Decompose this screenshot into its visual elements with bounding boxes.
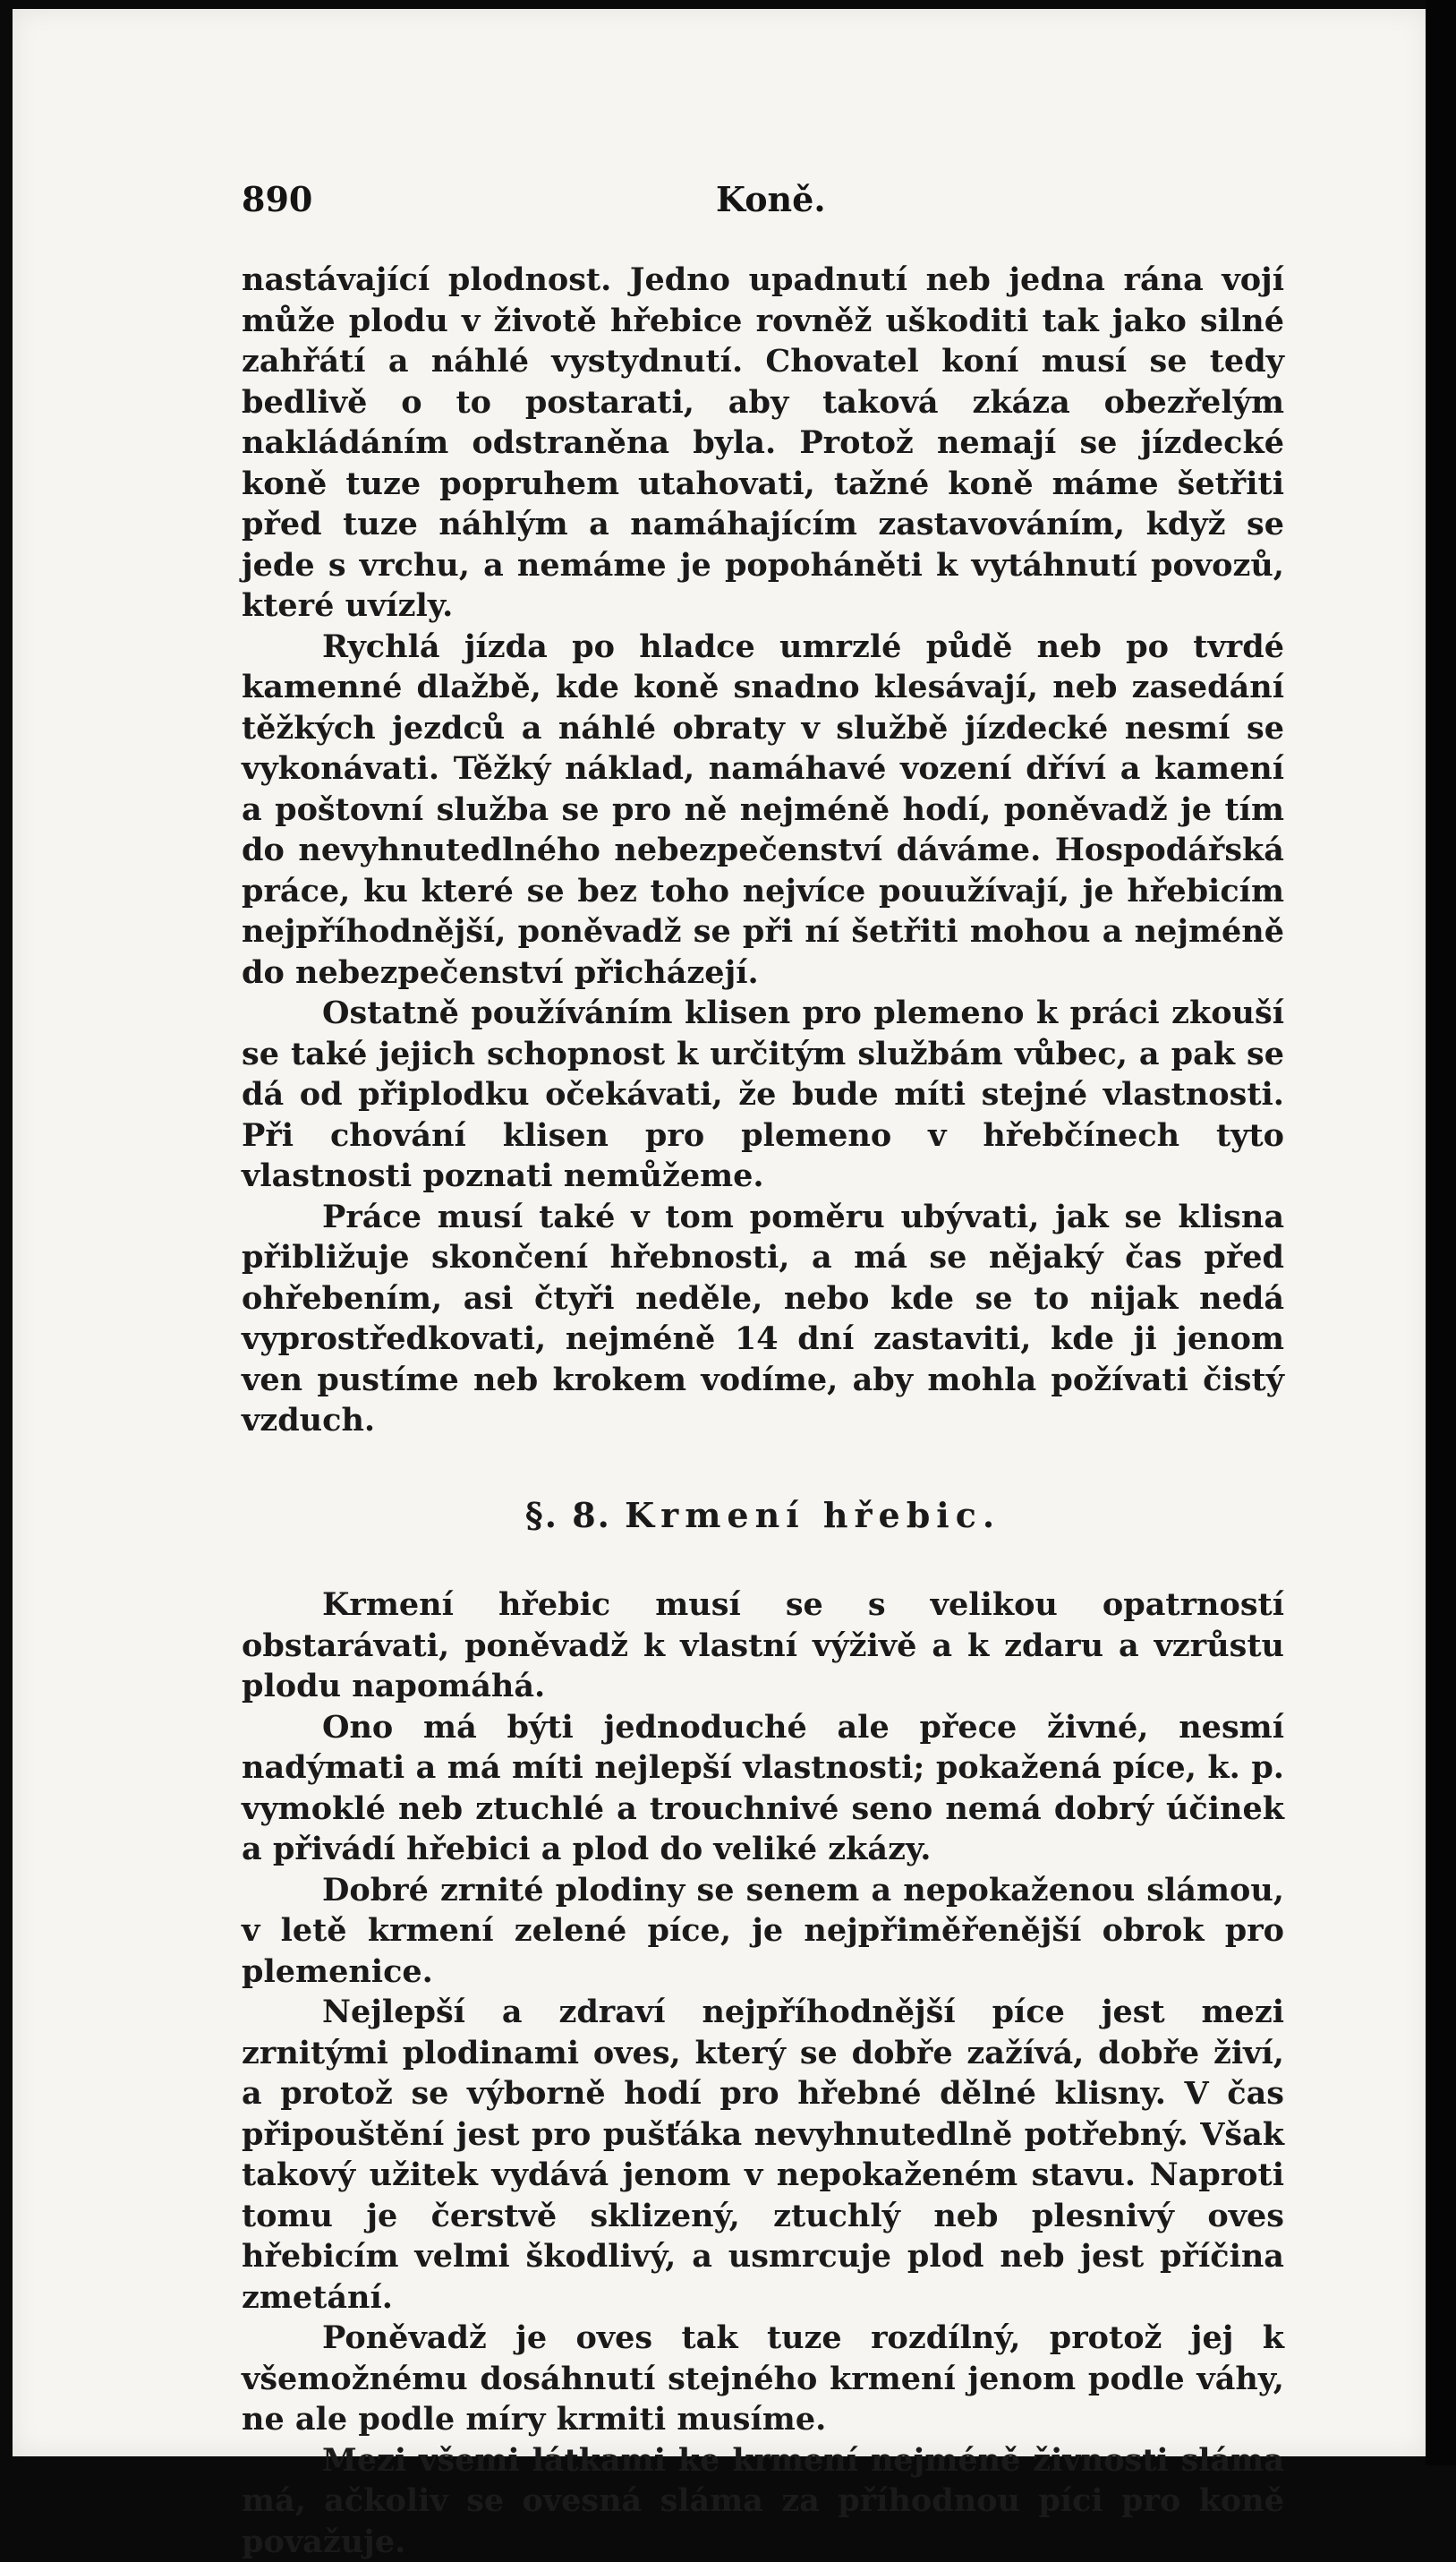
paragraph: Dobré zrnité plodiny se senem a nepokaženou slámou, v letě krmení zelené píce, je nejpřiměřenější obrok pro plemenice. [242, 1870, 1284, 1993]
paragraph: Práce musí také v tom poměru ubývati, jak se klisna přibližuje skončení hřebnosti, a má se nějaký čas před ohřebením, asi čtyři neděle, nebo kde se to nijak nedá vyprostředkovati, nejméně 14 dní zastaviti, kde ji jenom ven pustíme neb krokem vodíme, aby mohla požívati čistý vzduch. [242, 1197, 1284, 1441]
section-number: §. 8. [525, 1495, 611, 1535]
running-title: Koně. [716, 179, 826, 219]
paragraph: nastávající plodnost. Jedno upadnutí neb jedna rána vojí může plodu v životě hřebice rovněž uškoditi tak jako silné zahřátí a náhlé vystydnutí. Chovatel koní musí se tedy bedlivě o to postarati, aby taková zkáza obezřelým nakládáním odstraněna byla. Protož nemají se jízdecké koně tuze popruhem utahovati, tažné koně máme šetřiti před tuze náhlým a namáhajícím zastavováním, když se jede s vrchu, a nemáme je popoháněti k vytáhnutí povozů, které uvízly. [242, 260, 1284, 627]
paragraph: Ostatně používáním klisen pro plemeno k práci zkouší se také jejich schopnost k určitým službám vůbec, a pak se dá od připlodku očekávati, že bude míti stejné vlastnosti. Při chování klisen pro plemeno v hřebčínech tyto vlastnosti poznati nemůžeme. [242, 993, 1284, 1197]
body-text [242, 260, 1284, 2562]
paragraph: Krmení hřebic musí se s velikou opatrností obstarávati, poněvadž k vlastní výživě a k zdaru a vzrůstu plodu napomáhá. [242, 1584, 1284, 1707]
scan-edge [1426, 0, 1456, 2465]
section-title: Krmení hřebic. [625, 1495, 1000, 1535]
paragraph: Rychlá jízda po hladce umrzlé půdě neb po tvrdé kamenné dlažbě, kde koně snadno klesávají, neb zasedání těžkých jezdců a náhlé obraty v službě jízdecké nesmí se vykonávati. Těžký náklad, namáhavé vození dříví a kamení a poštovní služba se pro ně nejméně hodí, poněvadž je tím do nevyhnutedlného nebezpečenství dáváme. Hospodářská práce, ku které se bez toho nejvíce pouužívají, je hřebicím nejpříhodnější, poněvadž se při ní šetřiti mohou a nejméně do nebezpečenství přicházejí. [242, 627, 1284, 994]
paragraph: Mezi všemi látkami ke krmení nejméně živnosti sláma má, ačkoliv se ovesná sláma za příhodnou píci pro koně považuje. [242, 2440, 1284, 2562]
paragraph: Nejlepší a zdraví nejpříhodnější píce jest mezi zrnitými plodinami oves, který se dobře zažívá, dobře živí, a protož se výborně hodí pro hřebné dělné klisny. V čas připouštění jest pro pušťáka nevyhnutedlně potřebný. Však takový užitek vydává jenom v nepokaženém stavu. Naproti tomu je čerstvě sklizený, ztuchlý neb plesnivý oves hřebicím velmi škodlivý, a usmrcuje plod neb jest příčina zmetání. [242, 1992, 1284, 2318]
section-heading [242, 1495, 1284, 1536]
page-number: 890 [242, 179, 312, 219]
page-header [242, 179, 1284, 233]
paragraph: Poněvadž je oves tak tuze rozdílný, protož jej k všemožnému dosáhnutí stejného krmení jenom podle váhy, ne ale podle míry krmiti musíme. [242, 2318, 1284, 2440]
paragraph: Ono má býti jednoduché ale přece živné, nesmí nadýmati a má míti nejlepší vlastnosti; pokažená píce, k. p. vymoklé neb ztuchlé a trouchnivé seno nemá dobrý účinek a přivádí hřebici a plod do veliké zkázy. [242, 1707, 1284, 1870]
